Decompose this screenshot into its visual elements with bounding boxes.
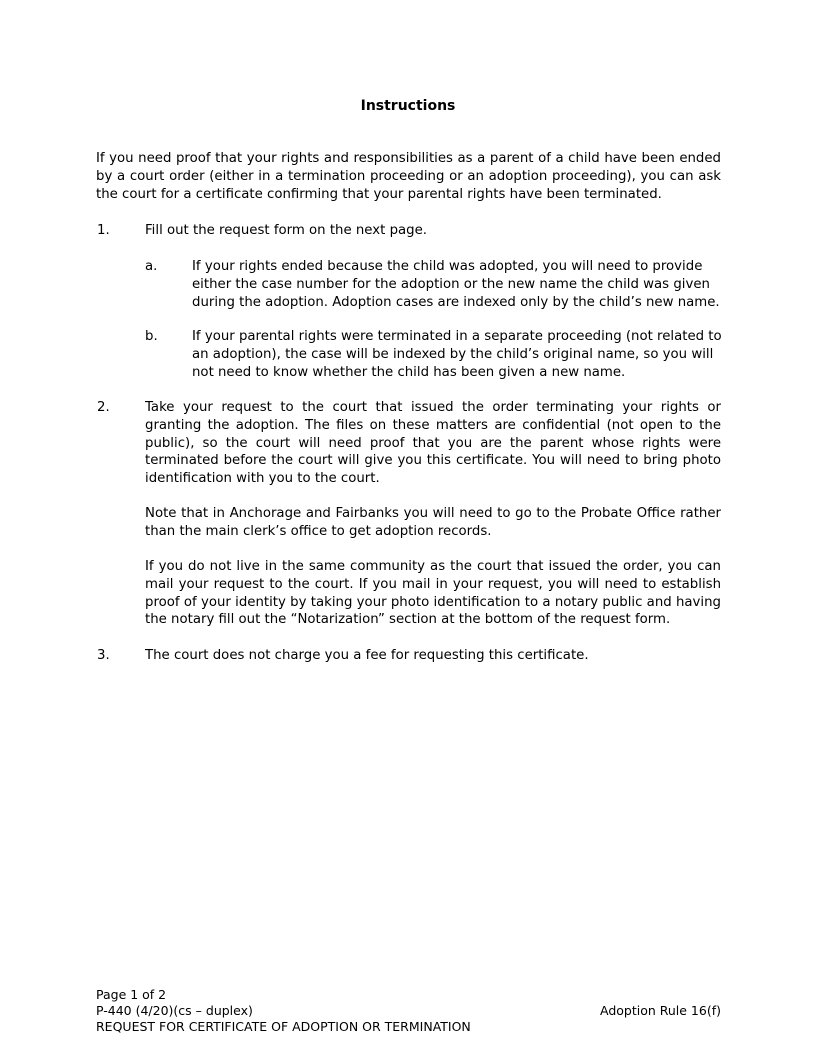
step-2-note-mail: If you do not live in the same community as the court that issued the order, you can mail your request to the court. If you mail in your request, you will need to establish proof of your identity by taking your photo identification to a notary public and having the notary fill out the “Notarization” section at the bottom of the request form. bbox=[145, 559, 721, 628]
step-1-text: Fill out the request form on the next page. bbox=[145, 223, 427, 238]
step-3-text: The court does not charge you a fee for requesting this certificate. bbox=[145, 648, 589, 663]
substep-a-label: a. bbox=[145, 259, 158, 274]
footer-form-row bbox=[96, 1003, 721, 1019]
substep-b-text: If your parental rights were terminated in a separate proceeding (not related to an adoption), the case will be indexed by the child’s original name, so you will not need to know whether the child has been given a new name. bbox=[192, 329, 722, 380]
step-2-number: 2. bbox=[97, 400, 110, 415]
footer-form-title: REQUEST FOR CERTIFICATE OF ADOPTION OR TERMINATION bbox=[96, 1019, 471, 1034]
step-3-number: 3. bbox=[97, 648, 110, 663]
step-2-note-probate: Note that in Anchorage and Fairbanks you will need to go to the Probate Office rather than the main clerk’s office to get adoption records. bbox=[145, 506, 721, 539]
intro-paragraph: If you need proof that your rights and responsibilities as a parent of a child have been ended by a court order (either in a termination proceeding or an adoption proceeding), you can ask the court for a certificate confirming that your parental rights have been terminated. bbox=[96, 151, 721, 202]
step-2-text: Take your request to the court that issued the order terminating your rights or granting the adoption. The files on these matters are confidential (not open to the public), so the court will need proof that you are the parent whose rights were terminated before the court will give you this certificate. You will need to bring photo identification with you to the court. bbox=[145, 400, 721, 487]
footer-rule: Adoption Rule 16(f) bbox=[599, 1003, 721, 1018]
step-1-number: 1. bbox=[97, 223, 110, 238]
footer-form-code: P-440 (4/20)(cs – duplex) bbox=[96, 1003, 253, 1018]
footer-page-number: Page 1 of 2 bbox=[96, 987, 167, 1002]
page-title: Instructions bbox=[360, 98, 456, 114]
substep-a-text: If your rights ended because the child was adopted, you will need to provide either the case number for the adoption or the new name the child was given during the adoption. Adoption cases are indexed only by the child’s new name. bbox=[192, 259, 720, 310]
substep-b-label: b. bbox=[145, 329, 158, 344]
page-footer bbox=[96, 987, 721, 1035]
